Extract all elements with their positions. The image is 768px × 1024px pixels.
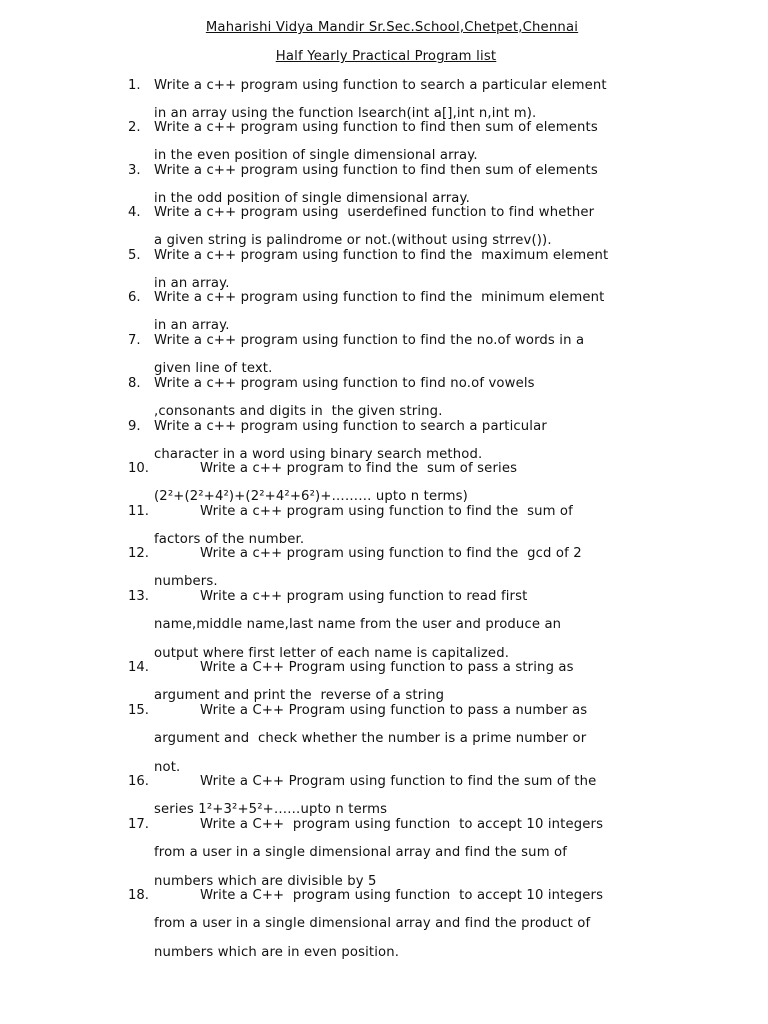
list-item-number: 6. xyxy=(128,290,141,305)
list-item-text-continued: character in a word using binary search method. xyxy=(154,447,483,463)
list-item-number: 4. xyxy=(128,205,141,220)
list-item-number: 9. xyxy=(128,419,141,434)
list-item-text-continued: given line of text. xyxy=(154,361,273,377)
list-item-text: Write a C++ Program using function to pass a string as xyxy=(200,660,574,675)
list-item-text-continued: name,middle name,last name from the user and produce an xyxy=(154,617,562,633)
list-item-text-continued: in an array. xyxy=(154,276,230,292)
list-item-number: 13. xyxy=(128,589,149,604)
list-item-text-continued: factors of the number. xyxy=(154,532,305,548)
list-item-text-continued: from a user in a single dimensional array and find the product of xyxy=(154,916,591,932)
list-item-text: Write a c++ program using function to find the sum of xyxy=(200,504,573,519)
list-item-number: 3. xyxy=(128,163,141,178)
list-item-text: Write a c++ program using function to find then sum of elements xyxy=(154,120,598,135)
list-item-text: Write a c++ program using function to find then sum of elements xyxy=(154,163,598,178)
list-item-text-continued: ,consonants and digits in the given string. xyxy=(154,404,443,420)
list-item-number: 8. xyxy=(128,376,141,391)
list-item-text-continued: series 1²+3²+5²+……upto n terms xyxy=(154,802,388,818)
list-item-text-continued: argument and check whether the number is a prime number or xyxy=(154,731,587,747)
list-item-text: Write a C++ Program using function to pass a number as xyxy=(200,703,588,718)
list-item-text-continued: in the odd position of single dimensional array. xyxy=(154,191,470,207)
list-item-text: Write a c++ program using function to find no.of vowels xyxy=(154,376,535,391)
list-item-number: 16. xyxy=(128,774,149,789)
list-item-text: Write a c++ program using function to find the minimum element xyxy=(154,290,605,305)
list-item-text: Write a c++ program to find the sum of series xyxy=(200,461,518,476)
list-item-number: 15. xyxy=(128,703,149,718)
list-item-text-continued: in an array. xyxy=(154,318,230,334)
list-item-text-continued: in the even position of single dimensional array. xyxy=(154,148,478,164)
list-item-text-continued: a given string is palindrome or not.(without using strrev()). xyxy=(154,233,552,249)
list-item-text: Write a c++ program using userdefined function to find whether xyxy=(154,205,595,220)
list-item-text: Write a C++ Program using function to find the sum of the xyxy=(200,774,597,789)
list-item-text-continued: numbers which are divisible by 5 xyxy=(154,873,377,889)
list-item-number: 18. xyxy=(128,888,149,903)
list-item-text: Write a C++ program using function to accept 10 integers xyxy=(200,888,604,903)
list-item-text: Write a C++ program using function to accept 10 integers xyxy=(200,817,604,832)
list-item-number: 7. xyxy=(128,333,141,348)
list-item-number: 5. xyxy=(128,248,141,263)
list-item-text-continued: numbers. xyxy=(154,574,218,590)
list-item-text-continued: argument and print the reverse of a string xyxy=(154,688,445,704)
list-item-text-continued: (2²+(2²+4²)+(2²+4²+6²)+……… upto n terms) xyxy=(154,489,468,505)
list-item-text-continued: not. xyxy=(154,759,181,775)
school-name-heading: Maharishi Vidya Mandir Sr.Sec.School,Chetpet,Chennai xyxy=(205,20,579,35)
list-item-text: Write a c++ program using function to find the no.of words in a xyxy=(154,333,585,348)
list-item-number: 1. xyxy=(128,78,141,93)
list-item-text: Write a c++ program using function to search a particular xyxy=(154,419,547,434)
list-title-heading: Half Yearly Practical Program list xyxy=(275,49,497,64)
list-item-number: 12. xyxy=(128,546,149,561)
list-item-number: 14. xyxy=(128,660,149,675)
list-item-text-continued: numbers which are in even position. xyxy=(154,944,400,960)
list-item-text: Write a c++ program using function to find the gcd of 2 xyxy=(200,546,582,561)
list-item-text-continued: in an array using the function lsearch(int a[],int n,int m). xyxy=(154,106,537,122)
list-item-text: Write a c++ program using function to read first xyxy=(200,589,528,604)
list-item-number: 17. xyxy=(128,817,149,832)
list-item-number: 10. xyxy=(128,461,149,476)
list-item-number: 11. xyxy=(128,504,149,519)
list-item-text: Write a c++ program using function to search a particular element xyxy=(154,78,607,93)
list-item-text-continued: from a user in a single dimensional array and find the sum of xyxy=(154,845,568,861)
list-item-number: 2. xyxy=(128,120,141,135)
list-item-text-continued: output where first letter of each name is capitalized. xyxy=(154,645,510,661)
list-item-text: Write a c++ program using function to find the maximum element xyxy=(154,248,609,263)
